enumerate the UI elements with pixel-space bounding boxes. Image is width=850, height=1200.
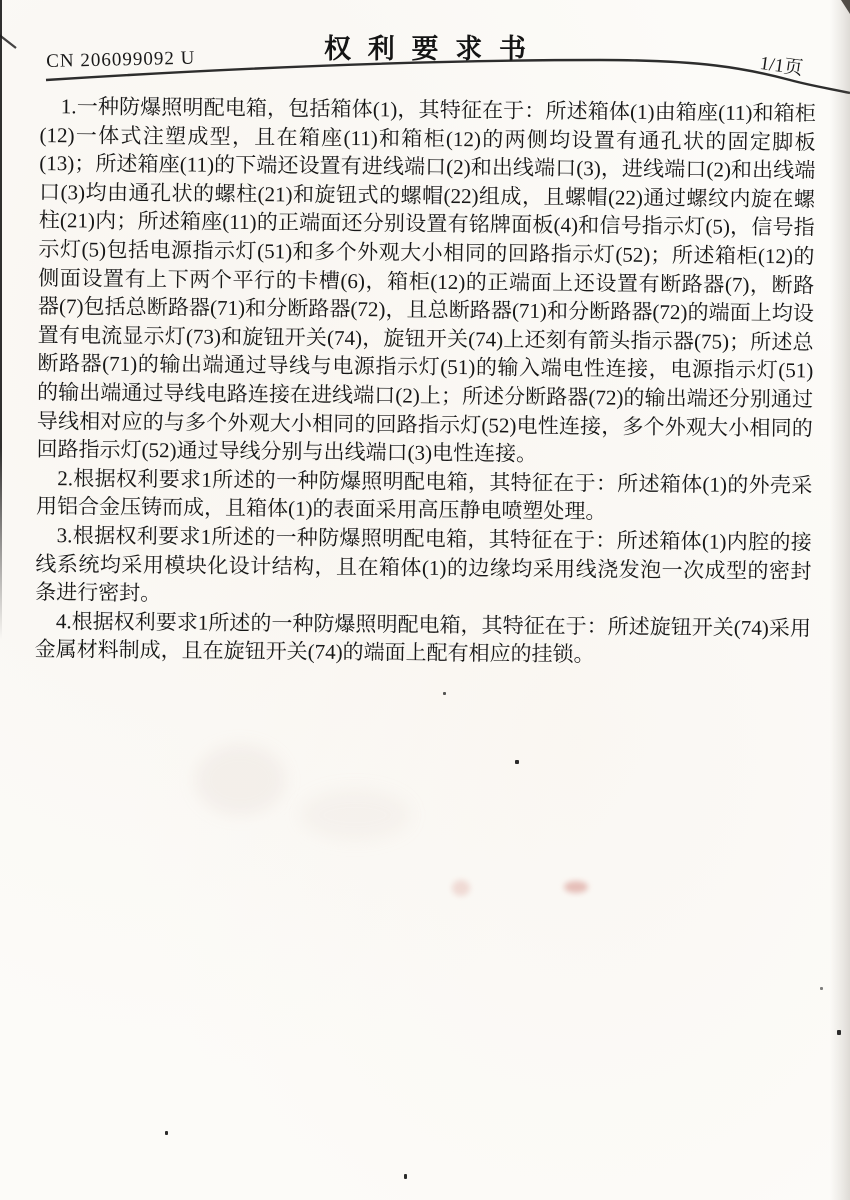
scan-smudge	[195, 745, 285, 815]
scan-edge-line	[0, 0, 2, 640]
scan-speck	[404, 1174, 407, 1179]
claim-2: 2.根据权利要求1所述的一种防爆照明配电箱，其特征在于：所述箱体(1)的外壳采用铝合金压铸而成，且箱体(1)的表面采用高压静电喷塑处理。	[35, 465, 813, 524]
scan-corner-mark	[841, 0, 850, 14]
scan-smudge	[452, 880, 470, 896]
scan-smudge	[564, 881, 588, 893]
page-indicator: 1/1页	[758, 52, 805, 80]
document-number: CN 206099092 U	[46, 47, 196, 72]
scan-edge-shadow	[830, 0, 850, 1200]
scan-speck	[443, 692, 446, 695]
claim-4: 4.根据权利要求1所述的一种防爆照明配电箱，其特征在于：所述旋钮开关(74)采用金属材料制成，且在旋钮开关(74)的端面上配有相应的挂锁。	[34, 608, 812, 667]
claims-text-block	[35, 92, 816, 671]
scan-speck	[837, 1030, 841, 1035]
scan-speck	[165, 1131, 168, 1135]
scan-smudge	[300, 790, 410, 840]
scan-speck	[820, 987, 823, 990]
page-title: 权利要求书	[324, 34, 543, 64]
claim-3: 3.根据权利要求1所述的一种防爆照明配电箱，其特征在于：所述箱体(1)内腔的接线系统均采用模块化设计结构，且在箱体(1)的边缘均采用线浇发泡一次成型的密封条进行密封。	[35, 523, 812, 606]
scan-speck	[515, 760, 519, 764]
claim-1: 1.一种防爆照明配电箱，包括箱体(1)，其特征在于：所述箱体(1)由箱座(11)和箱柜(12)一体式注塑成型，且在箱座(11)和箱柜(12)的两侧均设置有通孔状的固定脚板(13)；所述箱座(11)的下端还设置有进线端口(2)和出线端口(3)，进线端口(2)和出线端口(3)均由通孔状的螺柱(21)和旋钮式的螺帽(22)组成，且螺帽(22)通过螺纹内旋在螺柱(21)内；所述箱座(11)的正端面还分别设置有铭牌面板(4)和信号指示灯(5)，信号指示灯(5)包括电源指示灯(51)和多个外观大小相同的回路指示灯(52)；所述箱柜(12)的侧面设置有上下两个平行的卡槽(6)，箱柜(12)的正端面上还设置有断路器(7)，断路器(7)包括总断路器(71)和分断路器(72)，且总断路器(71)和分断路器(72)的端面上均设置有电流显示灯(73)和旋钮开关(74)，旋钮开关(74)上还刻有箭头指示器(75)；所述总断路器(71)的输出端通过导线与电源指示灯(51)的输入端电性连接，电源指示灯(51)的输出端通过导线电路连接在进线端口(2)上；所述分断路器(72)的输出端还分别通过导线相对应的与多个外观大小相同的回路指示灯(52)电性连接，多个外观大小相同的回路指示灯(52)通过导线分别与出线端口(3)电性连接。	[36, 94, 816, 466]
